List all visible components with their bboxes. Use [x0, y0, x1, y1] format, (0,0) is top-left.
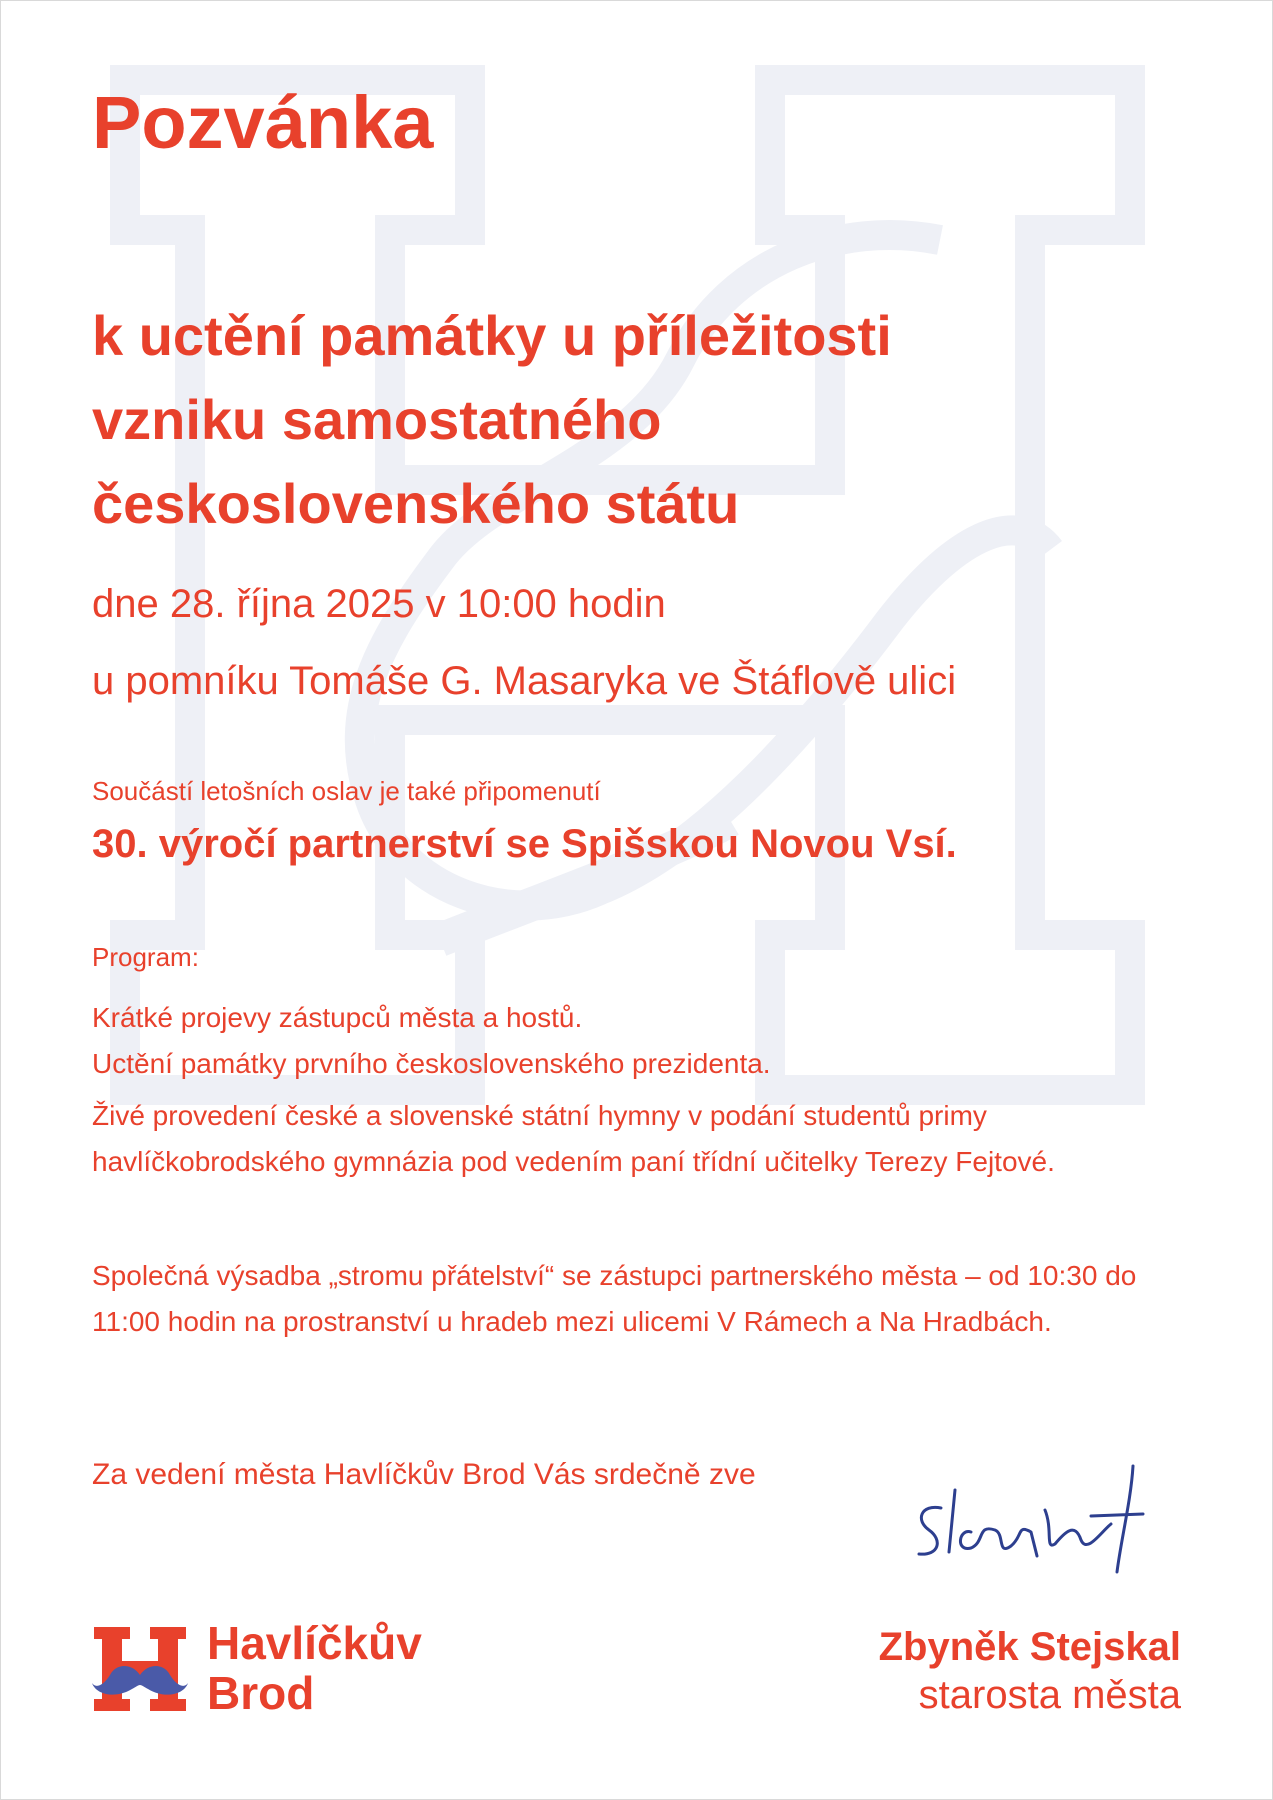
occasion-line: vzniku samostatného [92, 388, 662, 451]
program-heading: Program: [92, 942, 199, 972]
havlickuv-brod-h-mustache-icon [92, 1623, 188, 1715]
program-item: Krátké projevy zástupců města a hostů. [92, 1002, 583, 1033]
invitation-sentence: Za vedení města Havlíčkův Brod Vás srdečně zve [92, 1458, 756, 1491]
anniversary-headline: 30. výročí partnerství se Spišskou Novou Vsí. [92, 822, 957, 866]
city-logo-wordmark [207, 1618, 422, 1718]
program-item: Živé provedení české a slovenské státní hymny v podání studentů primy havlíčkobrodského gymnázia pod vedením paní třídní učitelky Terezy Fejtové. [92, 1100, 1055, 1177]
signer-role: starosta města [918, 1673, 1181, 1717]
program-item: Uctění památky prvního československého prezidenta. [92, 1048, 771, 1079]
event-date: dne 28. října 2025 v 10:00 hodin [92, 582, 666, 626]
event-place: u pomníku Tomáše G. Masaryka ve Štáflově ulici [92, 659, 957, 703]
signer-name: Zbyněk Stejskal [878, 1625, 1181, 1669]
handwritten-signature [905, 1460, 1145, 1600]
program-item: Společná výsadba „stromu přátelství“ se zástupci partnerského města – od 10:30 do 11:00 hodin na prostranství u hradeb mezi ulicemi V Rámech a Na Hradbách. [92, 1260, 1137, 1337]
logo-line-1: Havlíčkův [207, 1617, 422, 1669]
occasion-line: československého státu [92, 472, 740, 535]
page-title: Pozvánka [92, 81, 434, 164]
occasion-heading [92, 294, 892, 546]
celebration-note: Součástí letošních oslav je také připomenutí [92, 776, 601, 806]
occasion-line: k uctění památky u příležitosti [92, 304, 892, 367]
logo-line-2: Brod [207, 1667, 315, 1719]
